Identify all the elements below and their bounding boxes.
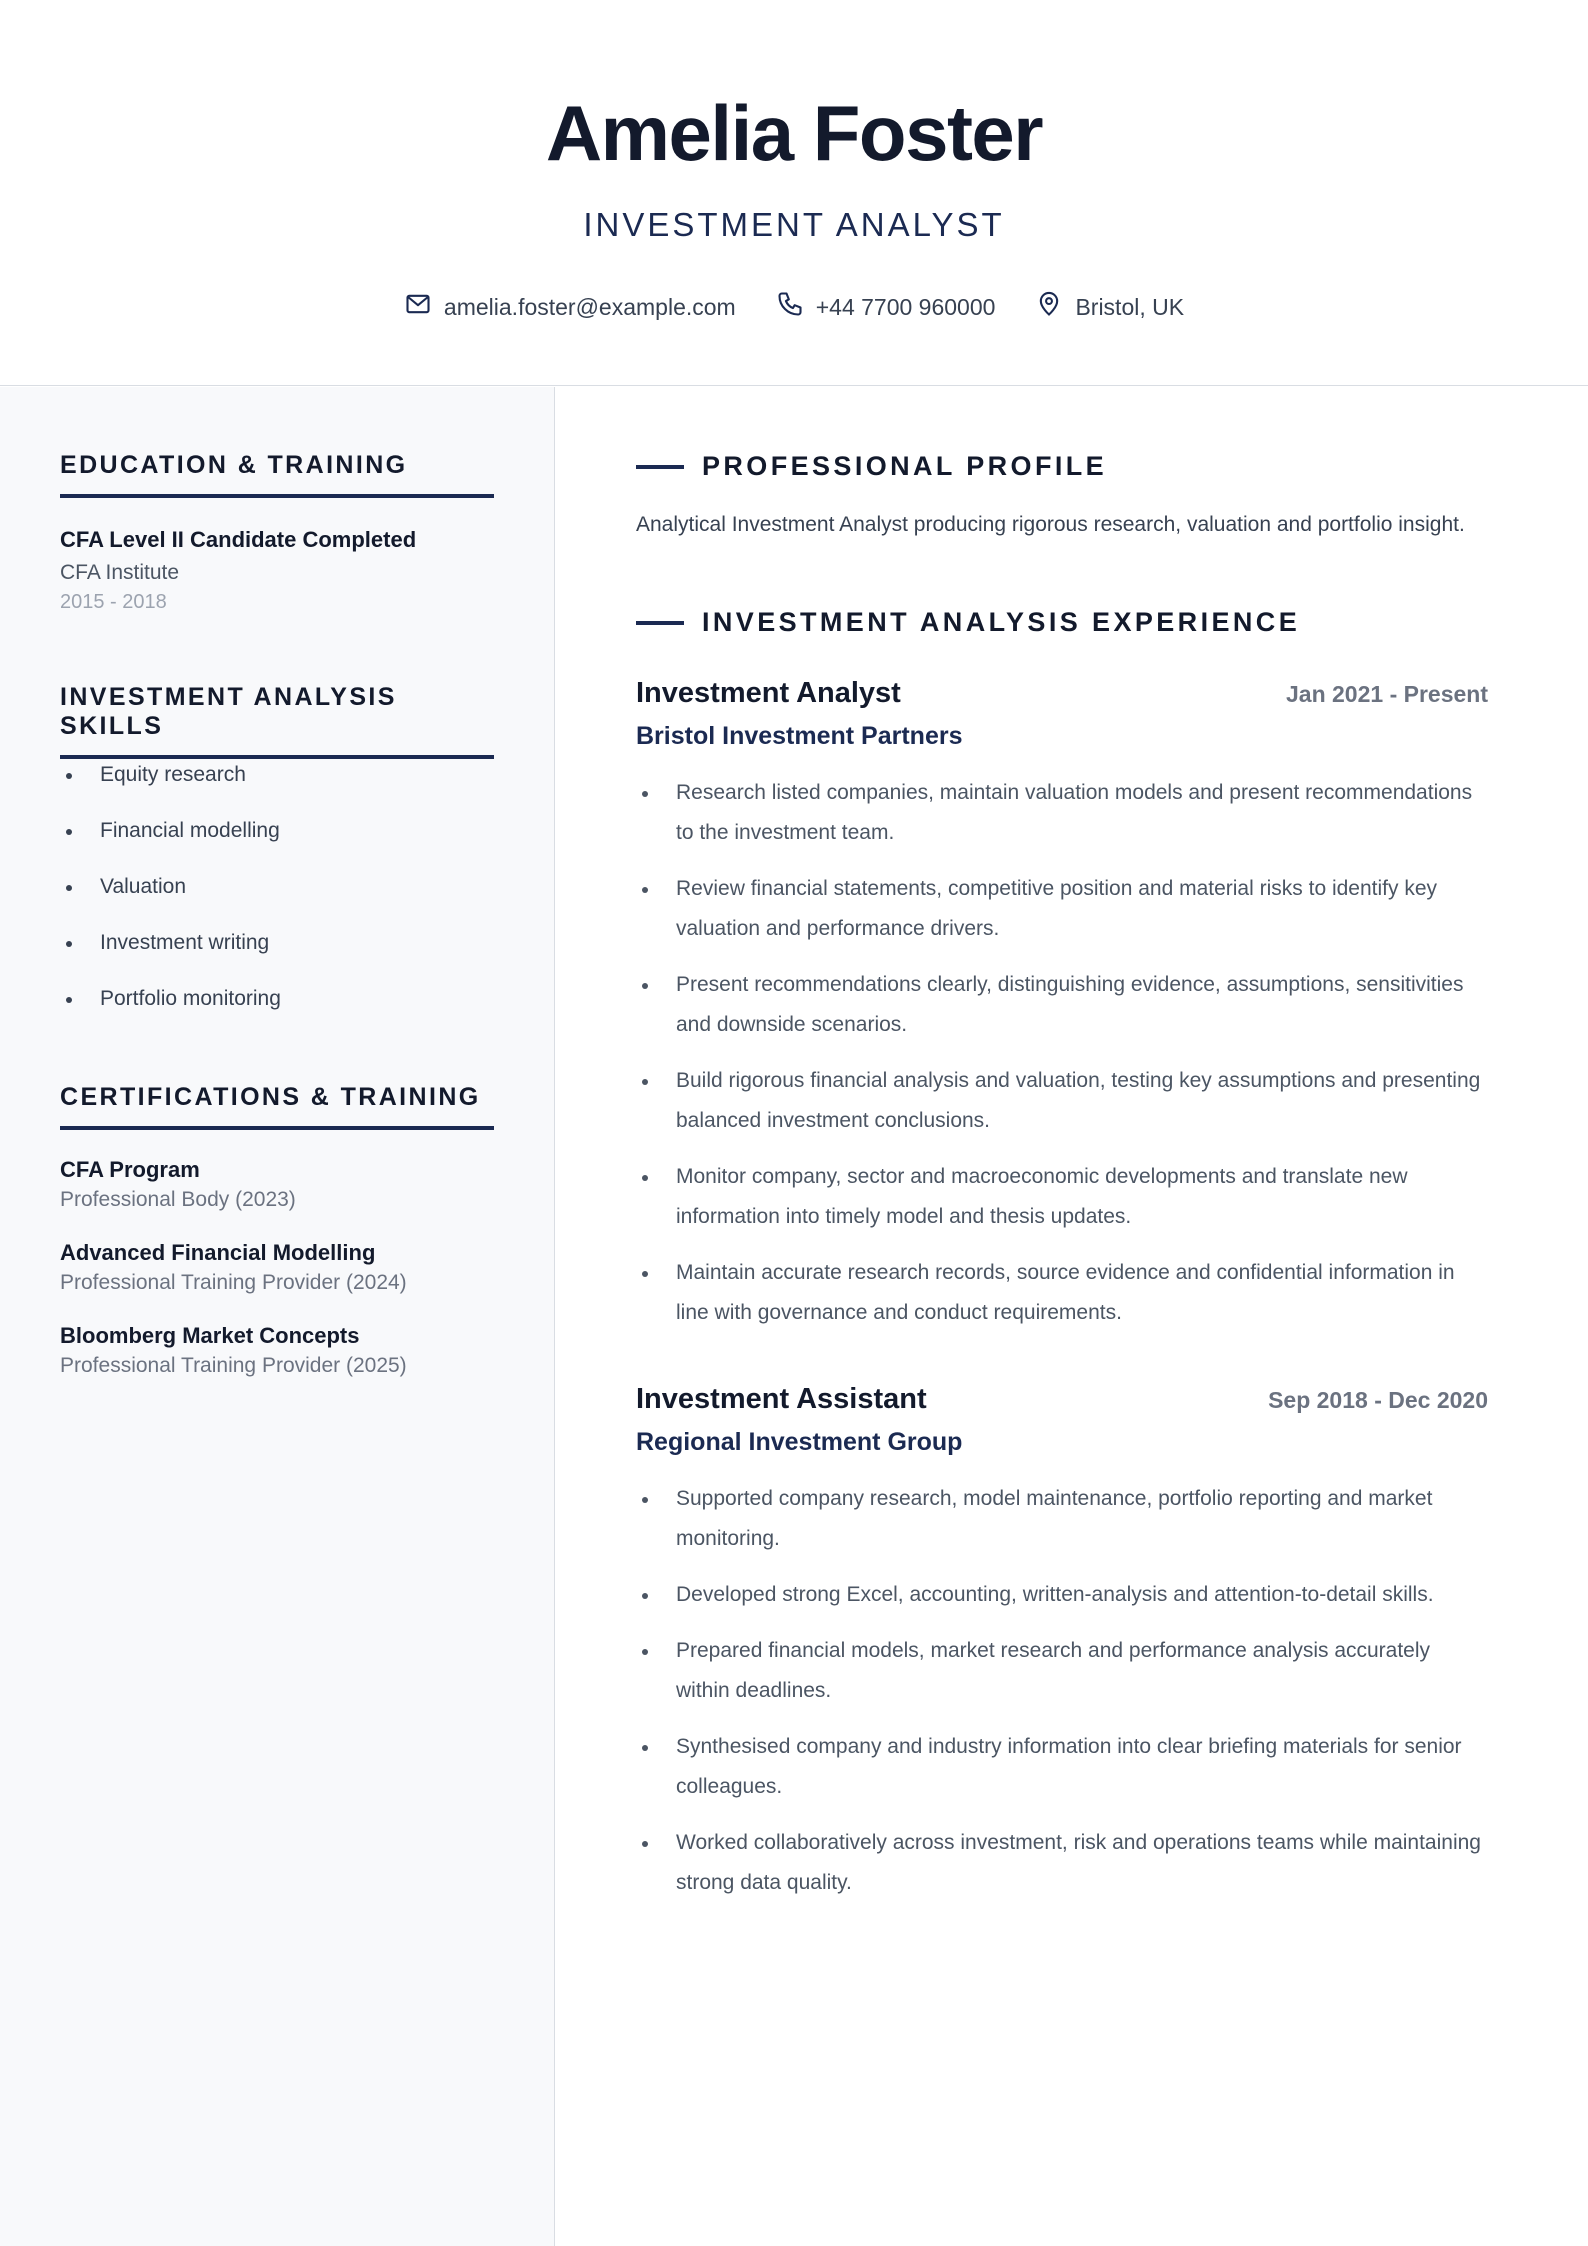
skill-item: Financial modelling [60, 816, 281, 872]
sidebar [0, 387, 555, 2246]
job-company: Bristol Investment Partners [636, 722, 963, 750]
job-bullet: Monitor company, sector and macroeconomic developments and translate new information into timely model and thesis updates. [636, 1157, 1488, 1237]
certification-name: Bloomberg Market Concepts [60, 1323, 360, 1348]
profile-heading-text: PROFESSIONAL PROFILE [702, 451, 1108, 481]
contact-location [1035, 290, 1184, 324]
job-entry [636, 677, 1488, 1349]
certifications-heading: CERTIFICATIONS & TRAINING [60, 1083, 494, 1130]
certification-name: Advanced Financial Modelling [60, 1240, 376, 1265]
education-title: CFA Level II Candidate Completed [60, 527, 417, 552]
experience-heading-text: INVESTMENT ANALYSIS EXPERIENCE [702, 607, 1301, 637]
skill-item: Investment writing [60, 928, 281, 984]
job-role: Investment Analyst [636, 677, 901, 709]
phone-text: +44 7700 960000 [815, 293, 996, 320]
main-column [556, 387, 1588, 2246]
certification-meta: Professional Training Provider (2024) [60, 1271, 407, 1294]
skill-item: Equity research [60, 760, 281, 816]
contact-email[interactable] [404, 290, 736, 324]
job-entry [636, 1383, 1488, 1919]
job-company: Regional Investment Group [636, 1428, 963, 1456]
job-bullet: Present recommendations clearly, distinguishing evidence, assumptions, sensitivities and downside scenarios. [636, 965, 1488, 1045]
job-bullets [636, 773, 1488, 1333]
skills-list [60, 760, 281, 1040]
heading-rule [636, 465, 684, 469]
job-dates: Jan 2021 - Present [1285, 681, 1488, 707]
resume-body [0, 387, 1588, 2246]
job-header [636, 677, 1488, 710]
certification-item [60, 1238, 407, 1298]
certification-name: CFA Program [60, 1157, 200, 1182]
education-dates: 2015 - 2018 [60, 591, 167, 613]
skill-item: Portfolio monitoring [60, 984, 281, 1040]
profile-heading [636, 451, 1107, 482]
job-bullets [636, 1479, 1488, 1903]
job-bullet: Review financial statements, competitive position and material risks to identify key valuation and performance drivers. [636, 869, 1488, 949]
job-bullet: Research listed companies, maintain valuation models and present recommendations to the investment team. [636, 773, 1488, 853]
certification-item [60, 1155, 296, 1215]
job-bullet: Developed strong Excel, accounting, written-analysis and attention-to-detail skills. [636, 1575, 1488, 1615]
certification-meta: Professional Training Provider (2025) [60, 1354, 407, 1377]
skill-item: Valuation [60, 872, 281, 928]
education-org: CFA Institute [60, 561, 180, 584]
certification-item [60, 1321, 407, 1381]
education-heading: EDUCATION & TRAINING [60, 451, 494, 498]
job-bullet: Synthesised company and industry information into clear briefing materials for senior colleagues. [636, 1727, 1488, 1807]
location-text: Bristol, UK [1075, 293, 1185, 320]
mail-icon [404, 290, 432, 324]
job-role: Investment Assistant [636, 1383, 927, 1415]
job-header [636, 1383, 1488, 1416]
experience-heading [636, 607, 1300, 638]
location-pin-icon [1035, 290, 1063, 324]
job-bullet: Prepared financial models, market research and performance analysis accurately within deadlines. [636, 1631, 1488, 1711]
job-dates: Sep 2018 - Dec 2020 [1268, 1387, 1488, 1413]
candidate-title: INVESTMENT ANALYST [583, 206, 1005, 243]
job-bullet: Maintain accurate research records, source evidence and confidential information in line with governance and conduct requirements. [636, 1253, 1488, 1333]
candidate-name: Amelia Foster [545, 89, 1043, 177]
resume-header [0, 0, 1588, 386]
heading-rule [636, 621, 684, 625]
job-bullet: Build rigorous financial analysis and valuation, testing key assumptions and presenting balanced investment conclusions. [636, 1061, 1488, 1141]
phone-icon [776, 290, 804, 324]
contact-phone[interactable] [776, 290, 996, 324]
job-bullet: Supported company research, model maintenance, portfolio reporting and market monitoring. [636, 1479, 1488, 1559]
certification-meta: Professional Body (2023) [60, 1188, 296, 1211]
profile-summary: Analytical Investment Analyst producing rigorous research, valuation and portfolio insight. [636, 513, 1465, 536]
skills-heading: INVESTMENT ANALYSIS SKILLS [60, 683, 494, 759]
email-text: amelia.foster@example.com [443, 293, 736, 320]
job-bullet: Worked collaboratively across investment, risk and operations teams while maintaining strong data quality. [636, 1823, 1488, 1903]
contact-bar [0, 290, 1588, 324]
